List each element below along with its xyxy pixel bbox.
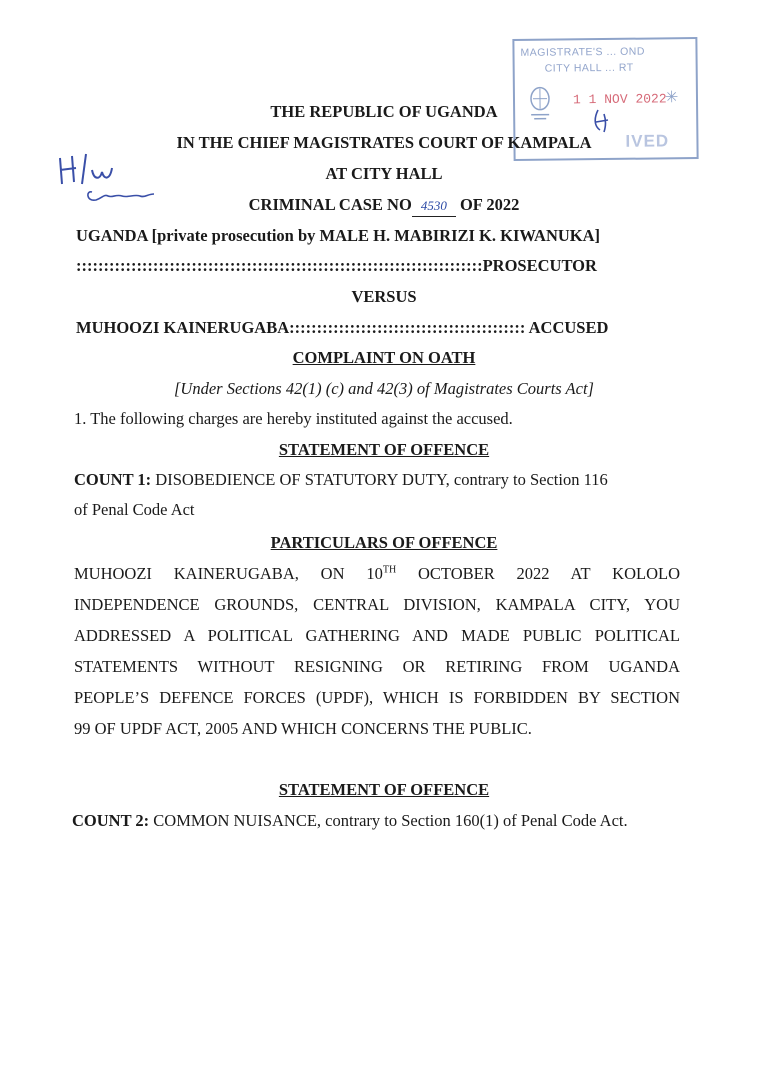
prosecutor-line-1: UGANDA [private prosecution by MALE H. MABIRIZI K. KIWANUKA]: [76, 226, 601, 245]
count1-particulars-heading: PARTICULARS OF OFFENCE: [270, 533, 498, 552]
prosecutor-line-2: ::::::::::::::::::::::::::::::::::::::::::::::::::::::::::::::::::::::::::PROSECUTOR: [76, 256, 597, 275]
complaint-title: COMPLAINT ON OATH: [292, 348, 476, 367]
particulars-line-2: INDEPENDENCE GROUNDS, CENTRAL DIVISION, KAMPALA CITY, YOU: [74, 595, 680, 614]
count1-line-1: [74, 470, 608, 490]
particulars-line-6: 99 OF UPDF ACT, 2005 AND WHICH CONCERNS THE PUBLIC.: [74, 719, 532, 738]
count2-text: COMMON NUISANCE, contrary to Section 160(1) of Penal Code Act.: [149, 811, 628, 830]
court-heading: IN THE CHIEF MAGISTRATES COURT OF KAMPALA: [176, 133, 592, 152]
count1-line-2: of Penal Code Act: [74, 500, 195, 519]
republic-heading: THE REPUBLIC OF UGANDA: [270, 102, 498, 121]
star-icon: ✳: [664, 89, 679, 107]
count2-statement-heading: STATEMENT OF OFFENCE: [278, 780, 490, 799]
complaint-item-1: 1. The following charges are hereby instituted against the accused.: [74, 409, 513, 428]
particulars-line-1: [74, 564, 680, 584]
count2-label: COUNT 2:: [72, 811, 150, 830]
particulars-line-5: PEOPLE’S DEFENCE FORCES (UPDF), WHICH IS FORBIDDEN BY SECTION: [74, 688, 680, 707]
particulars-text-1a: MUHOOZI KAINERUGABA, ON 10: [74, 564, 383, 583]
particulars-line-3: ADDRESSED A POLITICAL GATHERING AND MADE PUBLIC POLITICAL: [74, 626, 680, 645]
count1-statement-heading: STATEMENT OF OFFENCE: [278, 440, 490, 459]
count1-label: COUNT 1:: [74, 470, 152, 489]
count2-line: [72, 811, 628, 831]
count1-text-1: DISOBEDIENCE OF STATUTORY DUTY, contrary to Section 116: [151, 470, 608, 489]
case-prefix: CRIMINAL CASE NO: [248, 195, 412, 214]
case-number-handwritten: 4530: [412, 196, 456, 217]
location-heading: AT CITY HALL: [325, 164, 443, 183]
stamp-line-2: CITY HALL ... RT: [544, 61, 634, 75]
stamp-line-1: MAGISTRATE'S ... OND: [520, 45, 645, 59]
case-suffix: OF 2022: [459, 195, 520, 214]
stamp-date: 1 1 NOV 2022: [572, 91, 667, 108]
accused-line: MUHOOZI KAINERUGABA::::::::::::::::::::::::::::::::::::::::::: ACCUSED: [76, 318, 609, 337]
particulars-superscript: TH: [382, 564, 397, 576]
case-number-line: [0, 195, 768, 217]
particulars-line-4: STATEMENTS WITHOUT RESIGNING OR RETIRING FROM UGANDA: [74, 657, 680, 676]
stamp-received: IVED: [625, 131, 670, 151]
particulars-text-1b: OCTOBER 2022 AT KOLOLO: [396, 564, 680, 583]
complaint-authority: [Under Sections 42(1) (c) and 42(3) of Magistrates Courts Act]: [174, 379, 594, 398]
versus-heading: VERSUS: [351, 287, 417, 306]
